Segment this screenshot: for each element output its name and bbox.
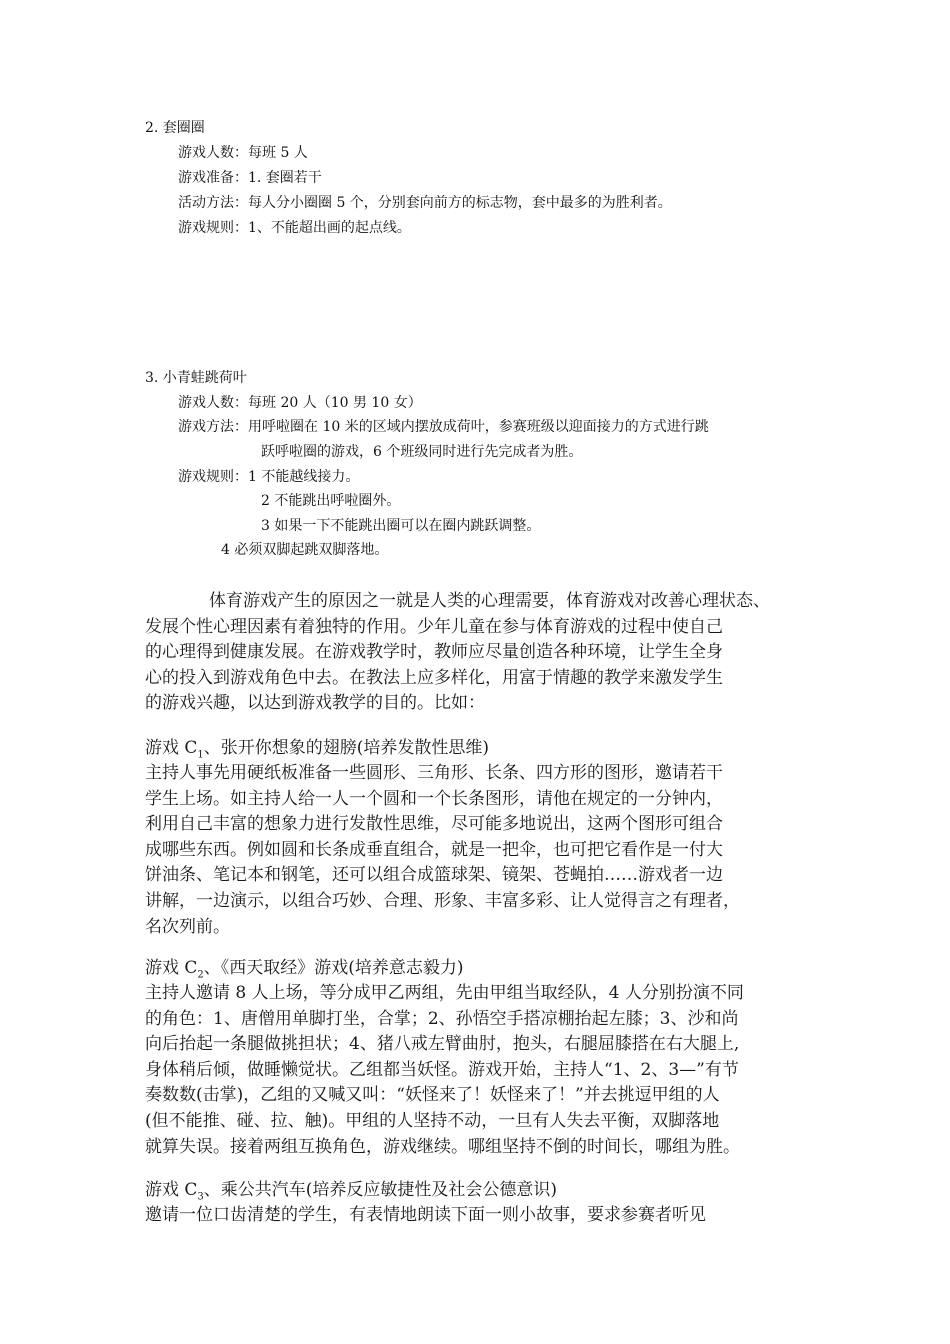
section-3-row: 跃呼啦圈的游戏，6 个班级同时进行先完成者为胜。 — [261, 444, 583, 460]
section-3-row: 4 必须双脚起跳双脚落地。 — [221, 542, 389, 558]
section-3-heading: 3. 小青蛙跳荷叶 — [145, 370, 247, 386]
section-2-row: 活动方法：每人分小圈圈 5 个，分别套向前方的标志物，套中最多的为胜利者。 — [178, 195, 672, 211]
section-3-row: 游戏规则：1 不能越线接力。 — [178, 469, 360, 485]
paragraph-line: 主持人事先用硬纸板准备一些圆形、三角形、长条、四方形的图形，邀请若干 — [145, 763, 723, 783]
paragraph-line: 的心理得到健康发展。在游戏教学时，教师应尽量创造各种环境，让学生全身 — [145, 642, 723, 663]
section-3-row: 2 不能跳出呼啦圈外。 — [261, 493, 401, 509]
section-3-row: 游戏人数：每班 20 人（10 男 10 女） — [178, 395, 422, 411]
paragraph-line: 发展个性心理因素有着独特的作用。少年儿童在参与体育游戏的过程中使自己 — [145, 616, 723, 637]
game-c2-body — [145, 981, 810, 1160]
game-c3-title: 游戏 $C_3$、乘公共汽车(培养反应敏捷性及社会公德意识) — [145, 1180, 558, 1203]
paragraph-line: 主持人邀请 8 人上场，等分成甲乙两组，先由甲组当取经队，4 人分别扮演不同 — [145, 983, 744, 1003]
game-c1-title: 游戏 $C_1$、张开你想象的翅膀(培养发散性思维) — [145, 738, 490, 761]
game-c1-body — [145, 761, 810, 940]
paragraph-line: 就算失误。接着两组互换角色，游戏继续。哪组坚持不倒的时间长，哪组为胜。 — [145, 1136, 740, 1157]
paragraph-line: 利用自己丰富的想象力进行发散性思维，尽可能多地说出，这两个图形可组合 — [145, 814, 723, 835]
section-2-row: 游戏规则：1、不能超出画的起点线。 — [178, 220, 411, 236]
section-2-row: 游戏人数：每班 5 人 — [178, 145, 308, 161]
paragraph-line: 的游戏兴趣，以达到游戏教学的目的。比如： — [145, 693, 485, 714]
paragraph-line: 饼油条、笔记本和钢笔，还可以组合成篮球架、镜架、苍蝇拍……游戏者一边 — [145, 865, 723, 886]
paragraph-line: 的角色：1、唐僧用单脚打坐，合掌；2、孙悟空手搭凉棚抬起左膝；3、沙和尚 — [145, 1008, 739, 1029]
section-2-row: 游戏准备：1. 套圈若干 — [178, 170, 322, 186]
paragraph-line: 学生上场。如主持人给一人一个圆和一个长条图形，请他在规定的一分钟内， — [145, 788, 723, 809]
paragraph-line: 身体稍后倾，做睡懒觉状。乙组都当妖怪。游戏开始，主持人“1、2、3—”有节 — [145, 1059, 739, 1080]
paragraph-line: (但不能推、碰、拉、触)。甲组的人坚持不动，一旦有人失去平衡，双脚落地 — [145, 1110, 720, 1131]
paragraph-line: 邀请一位口齿清楚的学生，有表情地朗读下面一则小故事，要求参赛者听见 — [145, 1205, 706, 1225]
paragraph-line: 讲解，一边演示，以组合巧妙、合理、形象、丰富多彩、让人觉得言之有理者， — [145, 890, 740, 911]
intro-paragraph — [145, 589, 810, 717]
paragraph-line: 体育游戏产生的原因之一就是人类的心理需要，体育游戏对改善心理状态、 — [209, 591, 770, 611]
section-2-heading: 2. 套圈圈 — [145, 120, 205, 136]
paragraph-line: 向后抬起一条腿做挑担状；4、猪八戒左臂曲肘，抱头，右腿屈膝搭在右大腿上, — [145, 1034, 740, 1055]
paragraph-line: 成哪些东西。例如圆和长条成垂直组合，就是一把伞，也可把它看作是一付大 — [145, 839, 723, 860]
paragraph-line: 心的投入到游戏角色中去。在教法上应多样化，用富于情趣的教学来激发学生 — [145, 667, 723, 688]
section-3-row: 3 如果一下不能跳出圈可以在圈内跳跃调整。 — [261, 518, 541, 534]
paragraph-line: 名次列前。 — [145, 916, 230, 937]
game-c3-body — [145, 1203, 810, 1229]
paragraph-line: 奏数数(击掌)，乙组的又喊又叫：“妖怪来了！妖怪来了！”并去挑逗甲组的人 — [145, 1085, 720, 1106]
game-c2-title: 游戏 $C_2$、《西天取经》游戏(培养意志毅力) — [145, 958, 464, 981]
section-3-row: 游戏方法：用呼啦圈在 10 米的区域内摆放成荷叶，参赛班级以迎面接力的方式进行跳 — [178, 419, 709, 435]
